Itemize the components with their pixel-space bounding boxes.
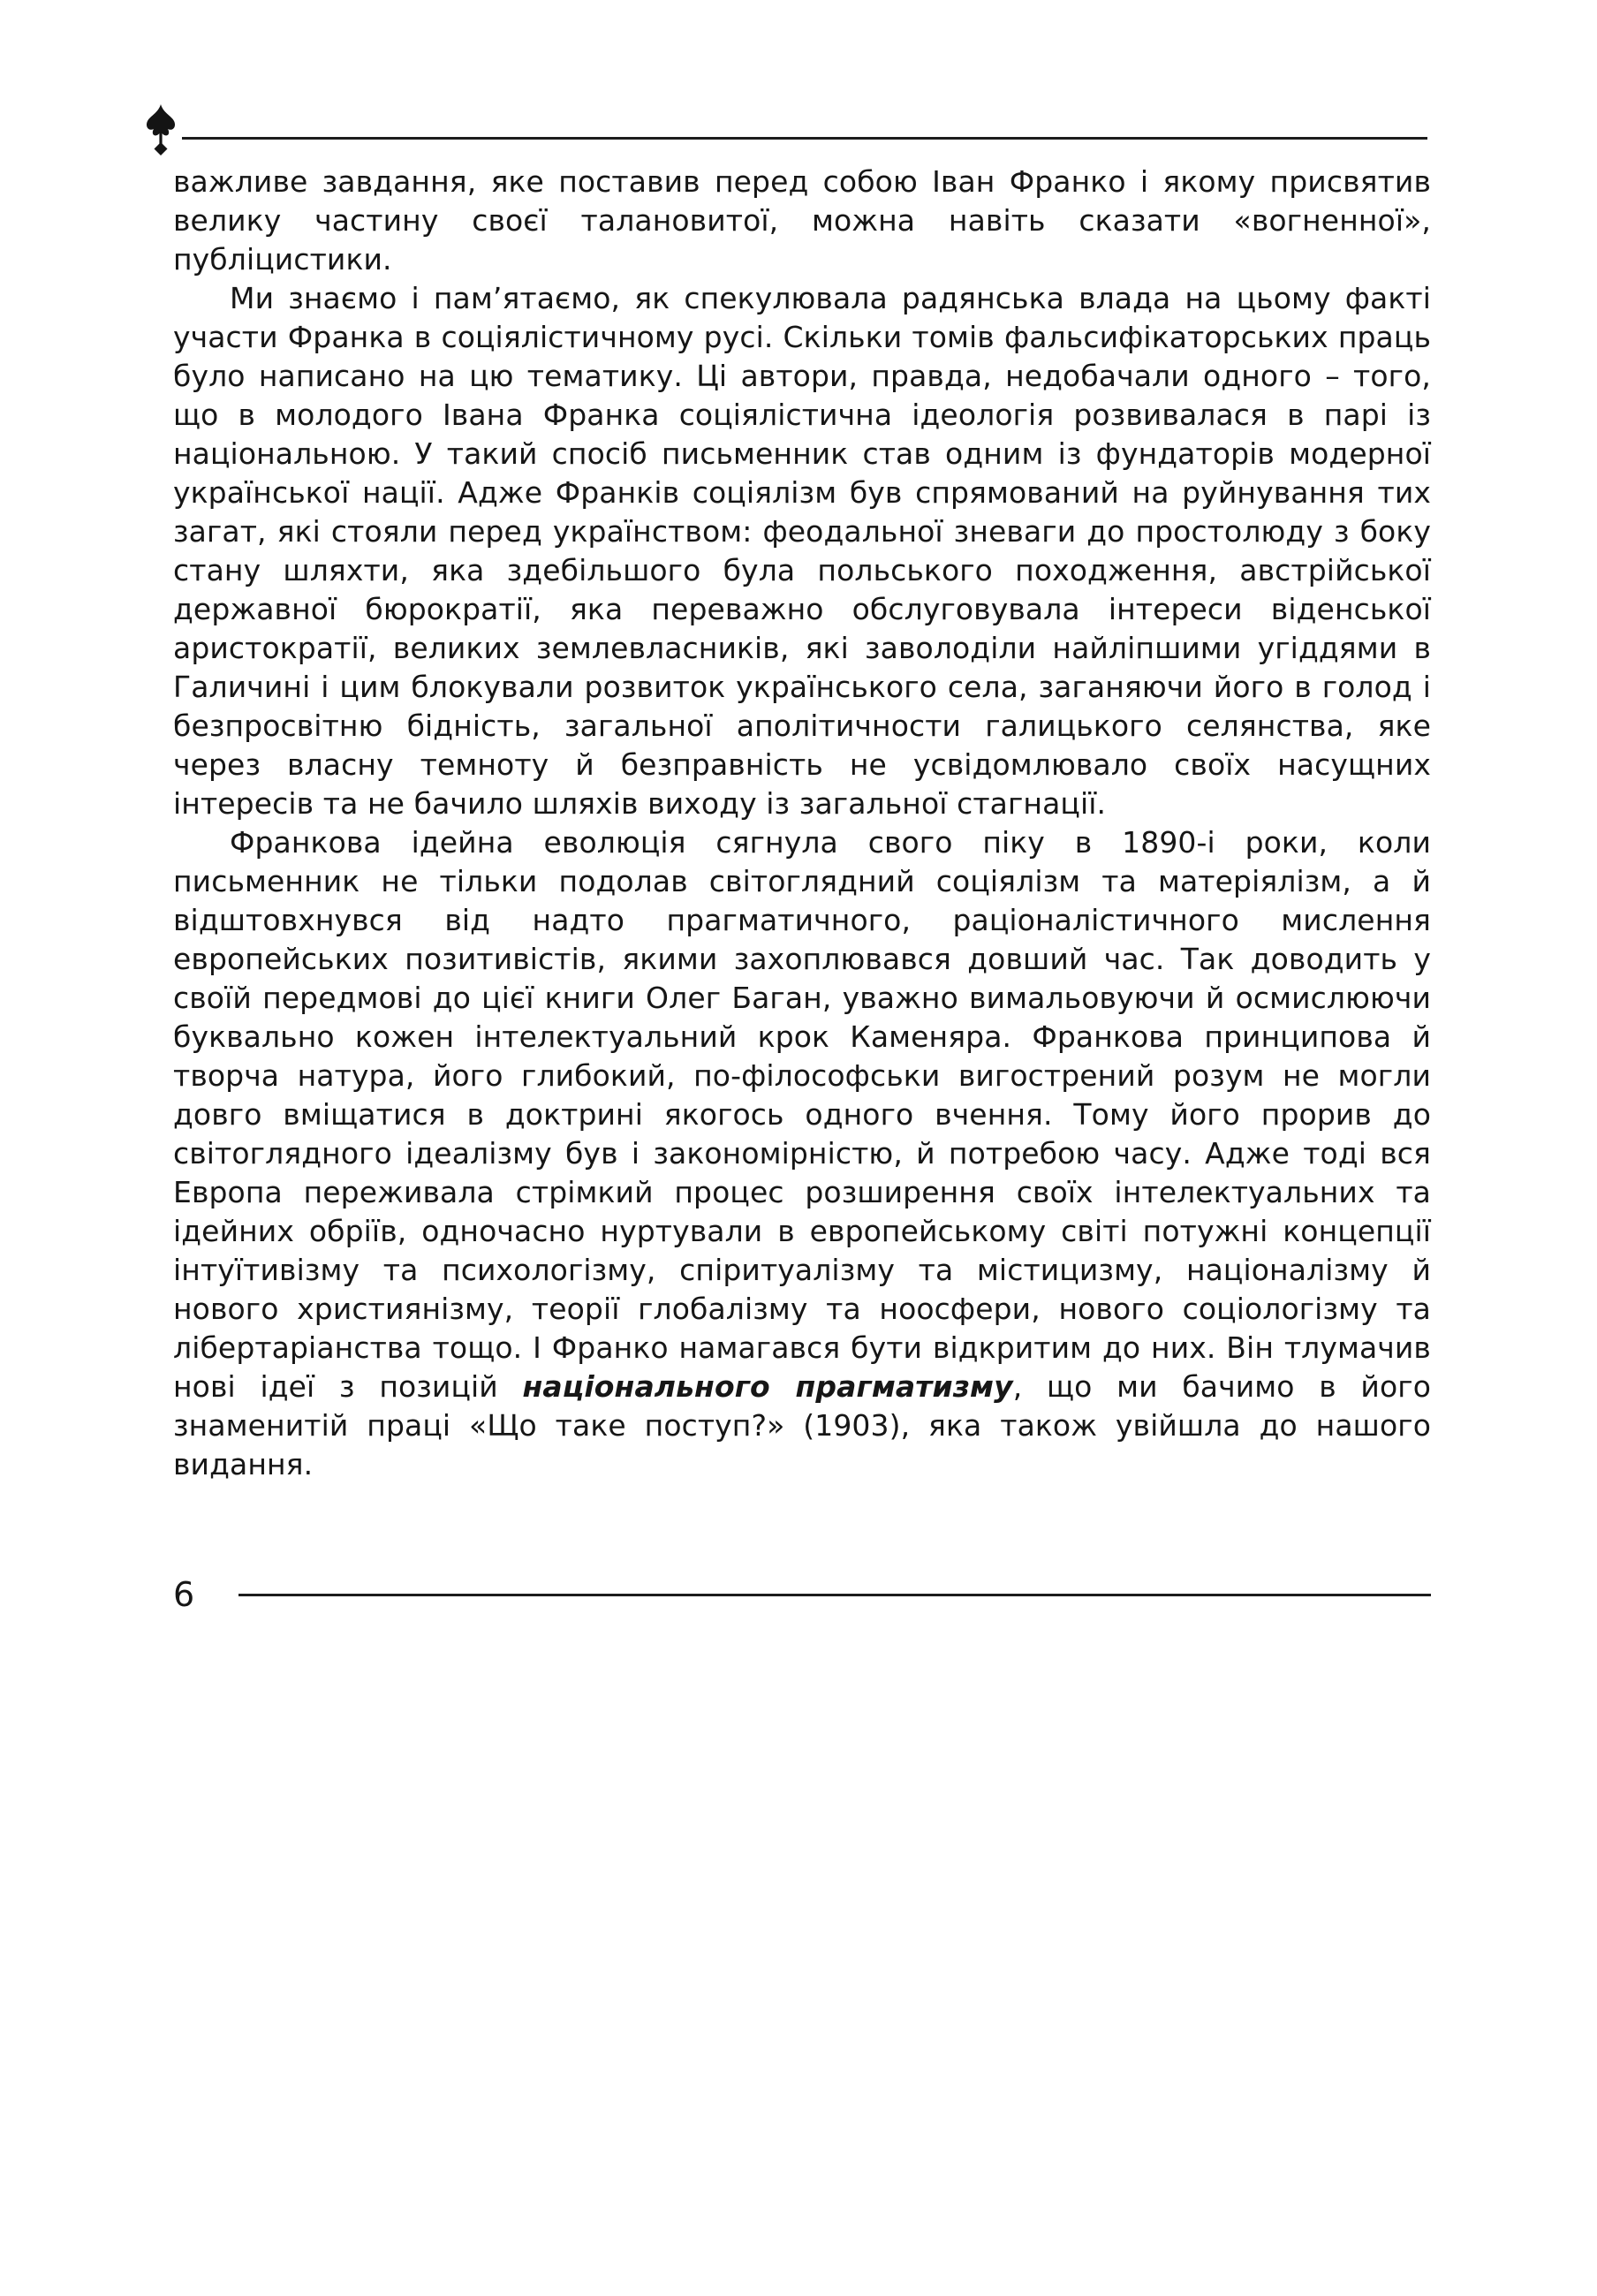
paragraph-text: Франкова ідейна еволюція сягнула свого піку в 1890-і роки, коли письменник не тільки подолав світоглядний соціялізм та матеріялізм, а й відштовхнувся від надто прагматичного, раціоналістичного мислення европейських позитивістів, якими захоплювався довший час. Так доводить у своїй передмові до цієї книги Олег Баган, уважно вимальовуючи й осмислюючи буквально кожен інтелектуальний крок Каменяра. Франкова принципова й творча натура, його глибокий, по-філософськи вигострений розум не могли довго вміщатися в доктрині якогось одного вчення. Тому його прорив до світоглядного ідеалізму був і закономірністю, й потребою часу. Адже тоді вся Европа переживала стрімкий процес розширення своїх інтелектуальних та ідейних обріїв, одночасно нуртували в европейському світі потужні концепції інтуїтивізму та психологізму, спіритуалізму та містицизму, націоналізму й нового християнізму, теорії глобалізму та ноосфери, нового соціологізму та лібертаріанства тощо. І Франко намагався бути відкритим до них. Він тлумачив нові ідеї з позицій [173, 825, 1431, 1404]
emphasized-phrase: національного прагматизму [522, 1369, 1013, 1404]
page-footer [173, 1575, 1431, 1614]
paragraph: Ми знаємо і пам’ятаємо, як спекулювала радянська влада на цьому факті участи Франка в соціялістичному русі. Скільки томів фальсифікаторських праць було написано на цю тематику. Ці автори, правда, недобачали одного – того, що в молодого Івана Франка соціялістична ідеологія розвивалася в парі із національною. У такий спосіб письменник став одним із фундаторів модерної української нації. Адже Франків соціялізм був спрямований на руйнування тих загат, які стояли перед українством: феодальної зневаги до простолюду з боку стану шляхти, яка здебільшого була польського походження, австрійської державної бюрократії, яка переважно обслуговувала інтереси віденської аристократії, великих землевласників, які заволоділи найліпшими угіддями в Галичині і цим блокували розвиток українського села, заганяючи його в голод і безпросвітню бідність, загальної аполітичности галицького селянства, яке через власну темноту й безправність не усвідомлювало своїх насущних інтересів та не бачило шляхів виходу із загальної стагнації. [173, 281, 1431, 821]
paragraph [173, 823, 1431, 1484]
page-number: 6 [173, 1575, 195, 1614]
footer-rule [238, 1594, 1431, 1596]
header-rule [182, 137, 1427, 140]
paragraph-text: , що ми бачимо в його знаменитій праці «Що таке поступ?» (1903), яка також увійшла до нашого видання. [173, 1369, 1432, 1481]
body-text [173, 163, 1431, 1484]
fleuron-ornament-icon [140, 102, 182, 161]
paragraph-continuation: важливе завдання, яке поставив перед собою Іван Франко і якому присвятив велику частину своєї талановитої, можна навіть сказати «вогненної», публіцистики. [173, 164, 1431, 277]
